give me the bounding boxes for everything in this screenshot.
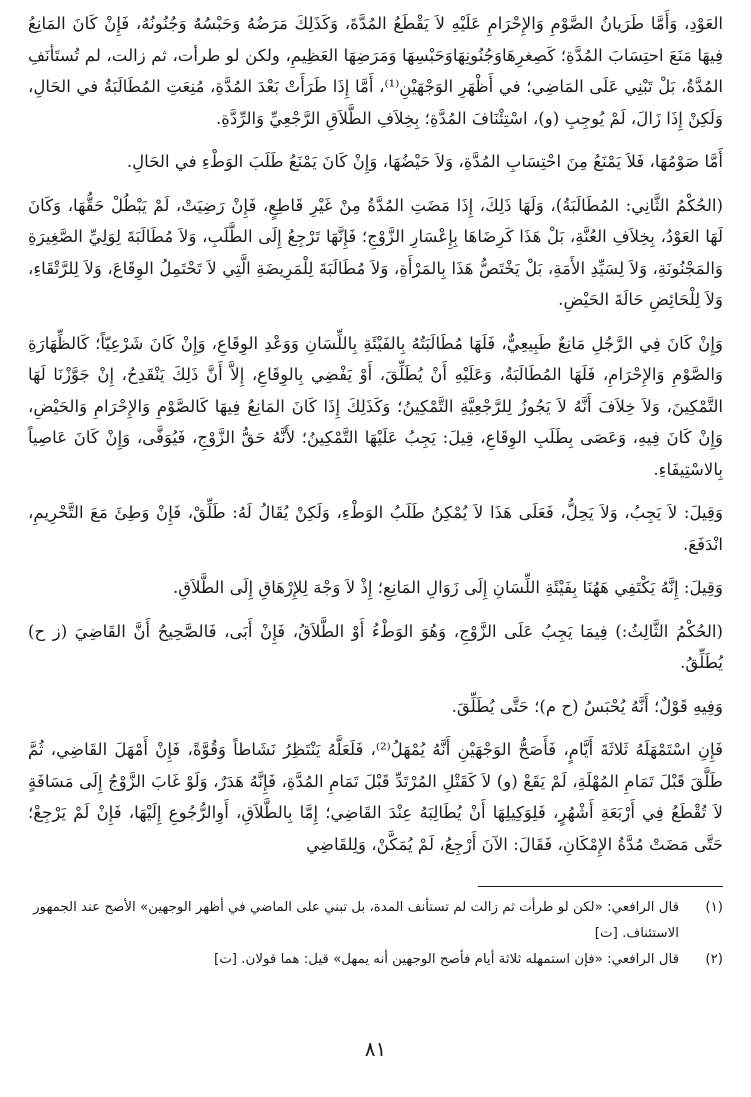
paragraph: (الحُكْمُ الثَّانِي: المُطَالَبَةُ)، وَلَهَا ذَلِكَ، إِذَا مَضَتِ المُدَّةُ مِنْ غَيْرِ قَاطِعٍ، فَإِنْ رَضِيَتْ، لَمْ يَبْطُلْ حَقُّهَا، وَكَانَ لَهَا العَوْدُ، بِخِلاَفِ العُنَّةِ، بَلْ هَذَا كَرِضَاهَا بِإِعْسَارِ الزَّوْجِ؛ فَإِنَّهَا تَرْجِعُ إِلَى الطَّلَبِ، وَلاَ مُطَالَبَةَ لِوَلِيِّ الصَّغِيرَةِ وَالمَجْنُونَةِ، وَلاَ لِسَيِّدِ الأَمَةِ، بَلْ يَخْتَصُّ هَذَا بِالمَرْأَةِ، وَلاَ مُطَالَبَةَ لِلْمَرِيضَةِ الَّتِي لاَ تَحْتَمِلُ الوِقَاعَ، وَلاَ لِلرَّتْقَاءِ، وَلاَ لِلْحَائِضِ حَالَةَ الحَيْضِ. <box>28 195 723 309</box>
footnote <box>28 895 723 947</box>
footnotes <box>28 895 723 973</box>
paragraph: وَقِيلَ: إِنَّهُ يَكْتَفِي هَهُنَا بِفَيْئَةِ اللِّسَانِ إِلَى زَوَالِ المَانِعِ؛ إِذْ لاَ وَجْهَ لِلإِرْهَاقِ إِلَى الطَّلاَقِ. <box>172 578 723 597</box>
paragraph: العَوْدِ، وَأَمَّا طَرَيانُ الصَّوْمِ وَالإِحْرَامِ عَلَيْهِ لاَ يَقْطَعُ المُدَّةَ، وَكَذَلِكَ مَرَضُهُ وَحَبْسُهُ وَجُنُونُهُ، فَإِنْ كَانَ المَانِعُ فِيهَا مَنَعَ احتِسَابَ المُدَّةِ؛ كَصِغرِهَاوَجُنُونِهَاوَحَبْسِهَا وَمَرَضِهَا العَظِيمِ، ولكن لو طرأت، ثم زالت، لم تُستَأنَفِ المُدَّةُ، بَلْ تَبْنِي عَلَى المَاضِي؛ في أَظْهَرِ الوَجْهَيْنِ⁽¹⁾، أَمَّا إِذَا طَرَأَتْ بَعْدَ المُدَّةِ، مُنِعَتِ المُطَالَبَةُ في الحَالِ، وَلَكِنْ إِذَا زَالَ، لَمْ يُوجِبِ (و)، اسْتِئْنَافَ المُدَّةِ؛ بِخِلاَفِ الطَّلاَقِ الرَّجْعِيِّ وَالرِّدَّةِ. <box>28 14 723 128</box>
footnote-number: (٢) <box>705 952 723 967</box>
paragraph: وَفِيهِ قَوْلٌ؛ أَنَّهُ يُحْبَسُ (ح م)؛ حَتَّى يُطَلِّقَ. <box>451 696 723 716</box>
paragraph: (الحُكْمُ الثَّالِثُ:) فِيمَا يَجِبُ عَلَى الزَّوْجِ، وَهُوَ الوَطْءُ أَوْ الطَّلاَقُ، فَإِنْ أَبَى، فَالصَّحِيحُ أَنَّ القَاضِيَ (ز ح) يُطَلِّقُ. <box>28 621 723 672</box>
page-number: ٨١ <box>364 1037 387 1061</box>
paragraph: وَإِنْ كَانَ فِي الرَّجُلِ مَانِعٌ طَبِيعِيٌّ، فَلَهَا مُطَالَبَتُهُ بِالفَيْئَةِ بِاللِّسَانِ وَوَعْدِ الوِقَاعِ، وَإِنْ كَانَ شَرْعِيّاً؛ كَالظِّهَارَةِ وَالصَّوْمِ وَالإِحْرَامِ، فَلَهَا المُطَالَبَةُ، وَعَلَيْهِ أَنْ يُطَلِّقَ، أَوْ يَفْضِي بِالوِقَاعِ، إِلاَّ أَنَّ ذَلِكَ يَنْقَدِحُ، إِنْ جَوَّزْنَا لَهَا التَّمْكِينَ، وَلاَ خِلاَفَ أَنَّهُ لاَ يَجُوزُ لِلرَّجْعِيَّةِ التَّمْكِينُ؛ وَكَذَلِكَ إِذَا كَانَ المَانِعُ فِيهَا كَالصَّوْمِ وَالإِحْرَامِ وَالحَيْضِ، وَإِنْ كَانَ فِيهِ، وَعَصَى بِطَلَبِ الوِقَاعِ، قِيلَ: يَجِبُ عَلَيْهَا التَّمْكِينُ؛ لأَنَّهُ حَقُّ الزَّوْجِ، فَيُوَفَّى، وَإِنْ كَانَ عَاصِياً بِالاسْتِيفَاءِ. <box>28 333 723 479</box>
footnote <box>28 947 723 973</box>
main-text <box>28 8 723 860</box>
footnote-number: (١) <box>705 900 723 915</box>
footnote-text: قال الرافعي: «لكن لو طرأت ثم زالت لم تستأنف المدة، بل تبني على الماضي في أظهر الوجهين» الأصح عند الجمهور الاستئناف. [ت] <box>33 900 679 941</box>
paragraph: أَمَّا صَوْمُهَا، فَلاَ يَمْنَعُ مِنَ احْتِسَابِ المُدَّةِ، وَلاَ حَيْضُهَا، وَإِنْ كَانَ يَمْنَعُ طَلَبَ الوَطْءِ في الحَالِ. <box>126 152 723 171</box>
footnote-text: قال الرافعي: «فإن استمهله ثلاثة أيام فأصح الوجهين أنه يمهل» قيل: هما قولان. [ت] <box>213 952 679 967</box>
paragraph: فَإِنِ اسْتَمْهَلَهُ ثَلاثَةَ أَيَّامٍ، فَأَصَحُّ الوَجْهَيْنِ أَنَّهُ يُمْهَلُ⁽²⁾، فَلَعَلَّهُ يَنْتَظِرُ نَشَاطاً وَقُوَّةً، فَإِنْ أَمْهَلَ القَاضِي، ثُمَّ طَلَّقَ قَبْلَ تَمَامِ المُهْلَةِ، لَمْ يَقَعْ (و) لاَ كَقَتْلِ المُرْتَدِّ قَبْلَ تَمَامِ المُدَّةِ، فَإِنَّهُ هَدَرٌ، وَلَوْ غَابَ الزَّوْجُ إِلَى مَسَافَةٍ لاَ تُقْطَعُ فِي أَرْبَعَةِ أَشْهُرٍ، فَلِوَكِيلِهَا أَنْ يُطَالِبَهُ عِنْدَ القَاضِي؛ إِمَّا بِالطَّلاَقِ، أَوِالرُّجُوعِ إِلَيْهَا، فَإِنْ لَمْ يَرْجِعْ؛ حَتَّى مَضَتْ مُدَّةُ الإِمْكَانِ، فَقَالَ: الآنَ أَرْجِعُ، لَمْ يُمَكَّنْ، وَلِلقَاضِي <box>28 740 723 854</box>
paragraph: وَقِيلَ: لاَ يَجِبُ، وَلاَ يَحِلُّ، فَعَلَى هَذَا لاَ يُمْكِنُ طَلَبُ الوَطْءِ، وَلَكِنْ يُقَالُ لَهُ: طَلِّقْ، فَإِنْ وَطِئَ مَعَ التَّحْرِيمِ، انْدَفَعَ. <box>28 503 723 554</box>
footnote-separator <box>478 886 723 887</box>
